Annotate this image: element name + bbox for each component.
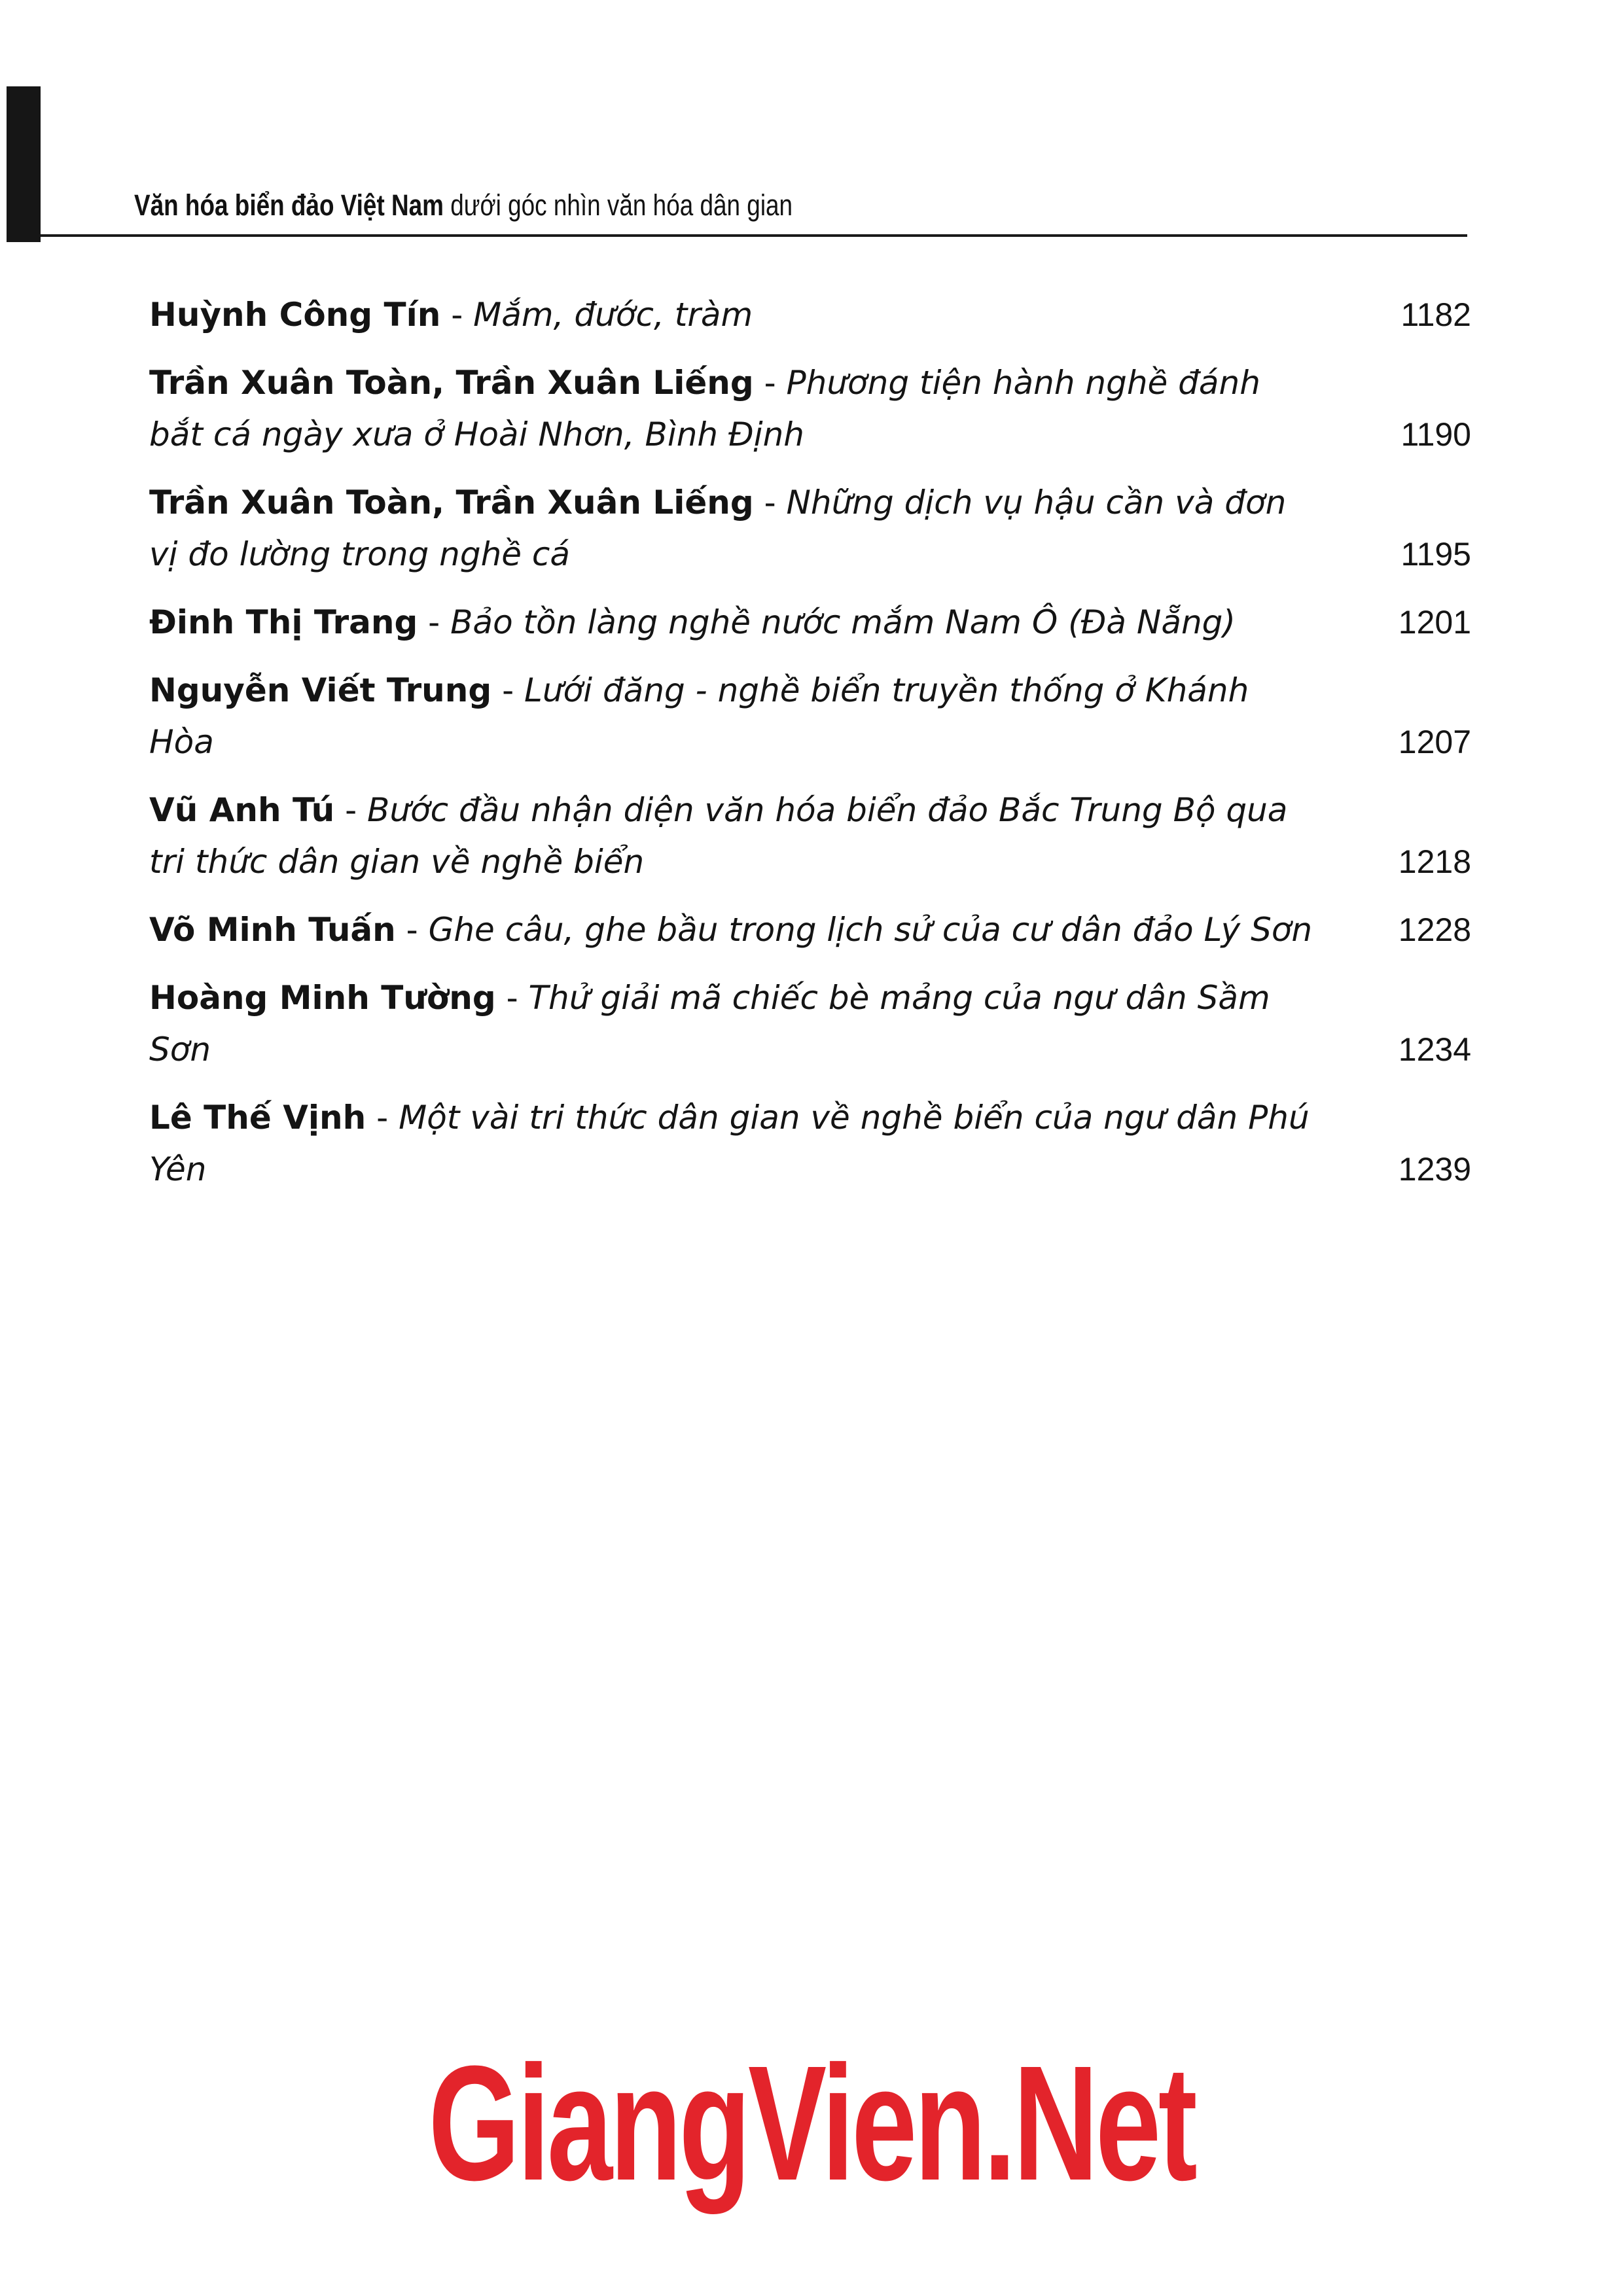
entry-title: Phương tiện hành nghề đánh bắt cá ngày xưa ở Hoài Nhơn, Bình Định: [149, 364, 1260, 453]
entry-author: Vũ Anh Tú: [149, 791, 335, 829]
entry-separator: -: [334, 791, 368, 829]
entry-page-number: 1239: [1398, 1151, 1471, 1188]
entry-separator: -: [491, 671, 525, 709]
entry-author: Đinh Thị Trang: [149, 603, 418, 641]
entry-title: Ghe câu, ghe bầu trong lịch sử của cư dân đảo Lý Sơn: [428, 911, 1313, 949]
entry-separator: -: [440, 296, 474, 334]
toc-entry[interactable]: [149, 1092, 1471, 1195]
running-header: [134, 188, 1100, 222]
toc-entry[interactable]: [149, 357, 1471, 461]
entry-author: Nguyễn Viết Trung: [149, 671, 492, 709]
entry-separator: -: [366, 1099, 399, 1137]
toc-entry[interactable]: [149, 785, 1471, 888]
toc-entry[interactable]: [149, 597, 1471, 648]
entry-title: Thử giải mã chiếc bè mảng của ngư dân Sầm Sơn: [149, 979, 1270, 1069]
entry-author: Hoàng Minh Tường: [149, 979, 496, 1017]
entry-page-number: 1190: [1400, 416, 1471, 453]
toc-entry[interactable]: [149, 289, 1471, 341]
entry-title: Những dịch vụ hậu cần và đơn vị đo lường trong nghề cá: [149, 484, 1287, 573]
entry-author: Trần Xuân Toàn, Trần Xuân Liếng: [149, 364, 754, 402]
toc-entry[interactable]: [149, 665, 1471, 768]
entry-separator: -: [753, 484, 787, 521]
table-of-contents: [149, 289, 1471, 1212]
entry-separator: -: [395, 911, 429, 949]
entry-separator: -: [418, 603, 451, 641]
toc-entry[interactable]: [149, 972, 1471, 1076]
entry-author: Huỳnh Công Tín: [149, 296, 441, 334]
entry-author: Lê Thế Vịnh: [149, 1099, 366, 1137]
entry-title: Bảo tồn làng nghề nước mắm Nam Ô (Đà Nẵng): [450, 603, 1236, 641]
entry-page-number: 1234: [1398, 1031, 1471, 1068]
toc-entry[interactable]: [149, 477, 1471, 580]
entry-author: Trần Xuân Toàn, Trần Xuân Liếng: [149, 484, 754, 521]
toc-entry[interactable]: [149, 904, 1471, 956]
running-header-subtitle: dưới góc nhìn văn hóa dân gian: [443, 188, 793, 222]
entry-page-number: 1218: [1398, 843, 1471, 880]
entry-page-number: 1228: [1398, 911, 1471, 948]
entry-author: Võ Minh Tuấn: [149, 911, 396, 949]
entry-title: Một vài tri thức dân gian về nghề biển của ngư dân Phú Yên: [149, 1099, 1310, 1188]
watermark-text: GiangVien.Net: [428, 2032, 1195, 2214]
entry-separator: -: [495, 979, 529, 1017]
entry-title: Mắm, đước, tràm: [473, 296, 753, 334]
entry-separator: -: [753, 364, 787, 402]
entry-page-number: 1195: [1400, 536, 1471, 573]
header-rule: [41, 234, 1467, 237]
entry-page-number: 1201: [1398, 604, 1471, 641]
entry-title: Lưới đăng - nghề biển truyền thống ở Khánh Hòa: [149, 671, 1249, 761]
entry-page-number: 1182: [1400, 296, 1471, 333]
page-edge-shadow: [7, 86, 41, 242]
entry-title: Bước đầu nhận diện văn hóa biển đảo Bắc Trung Bộ qua tri thức dân gian về nghề biển: [149, 791, 1288, 881]
running-header-title: Văn hóa biển đảo Việt Nam: [134, 188, 444, 222]
entry-page-number: 1207: [1398, 724, 1471, 760]
